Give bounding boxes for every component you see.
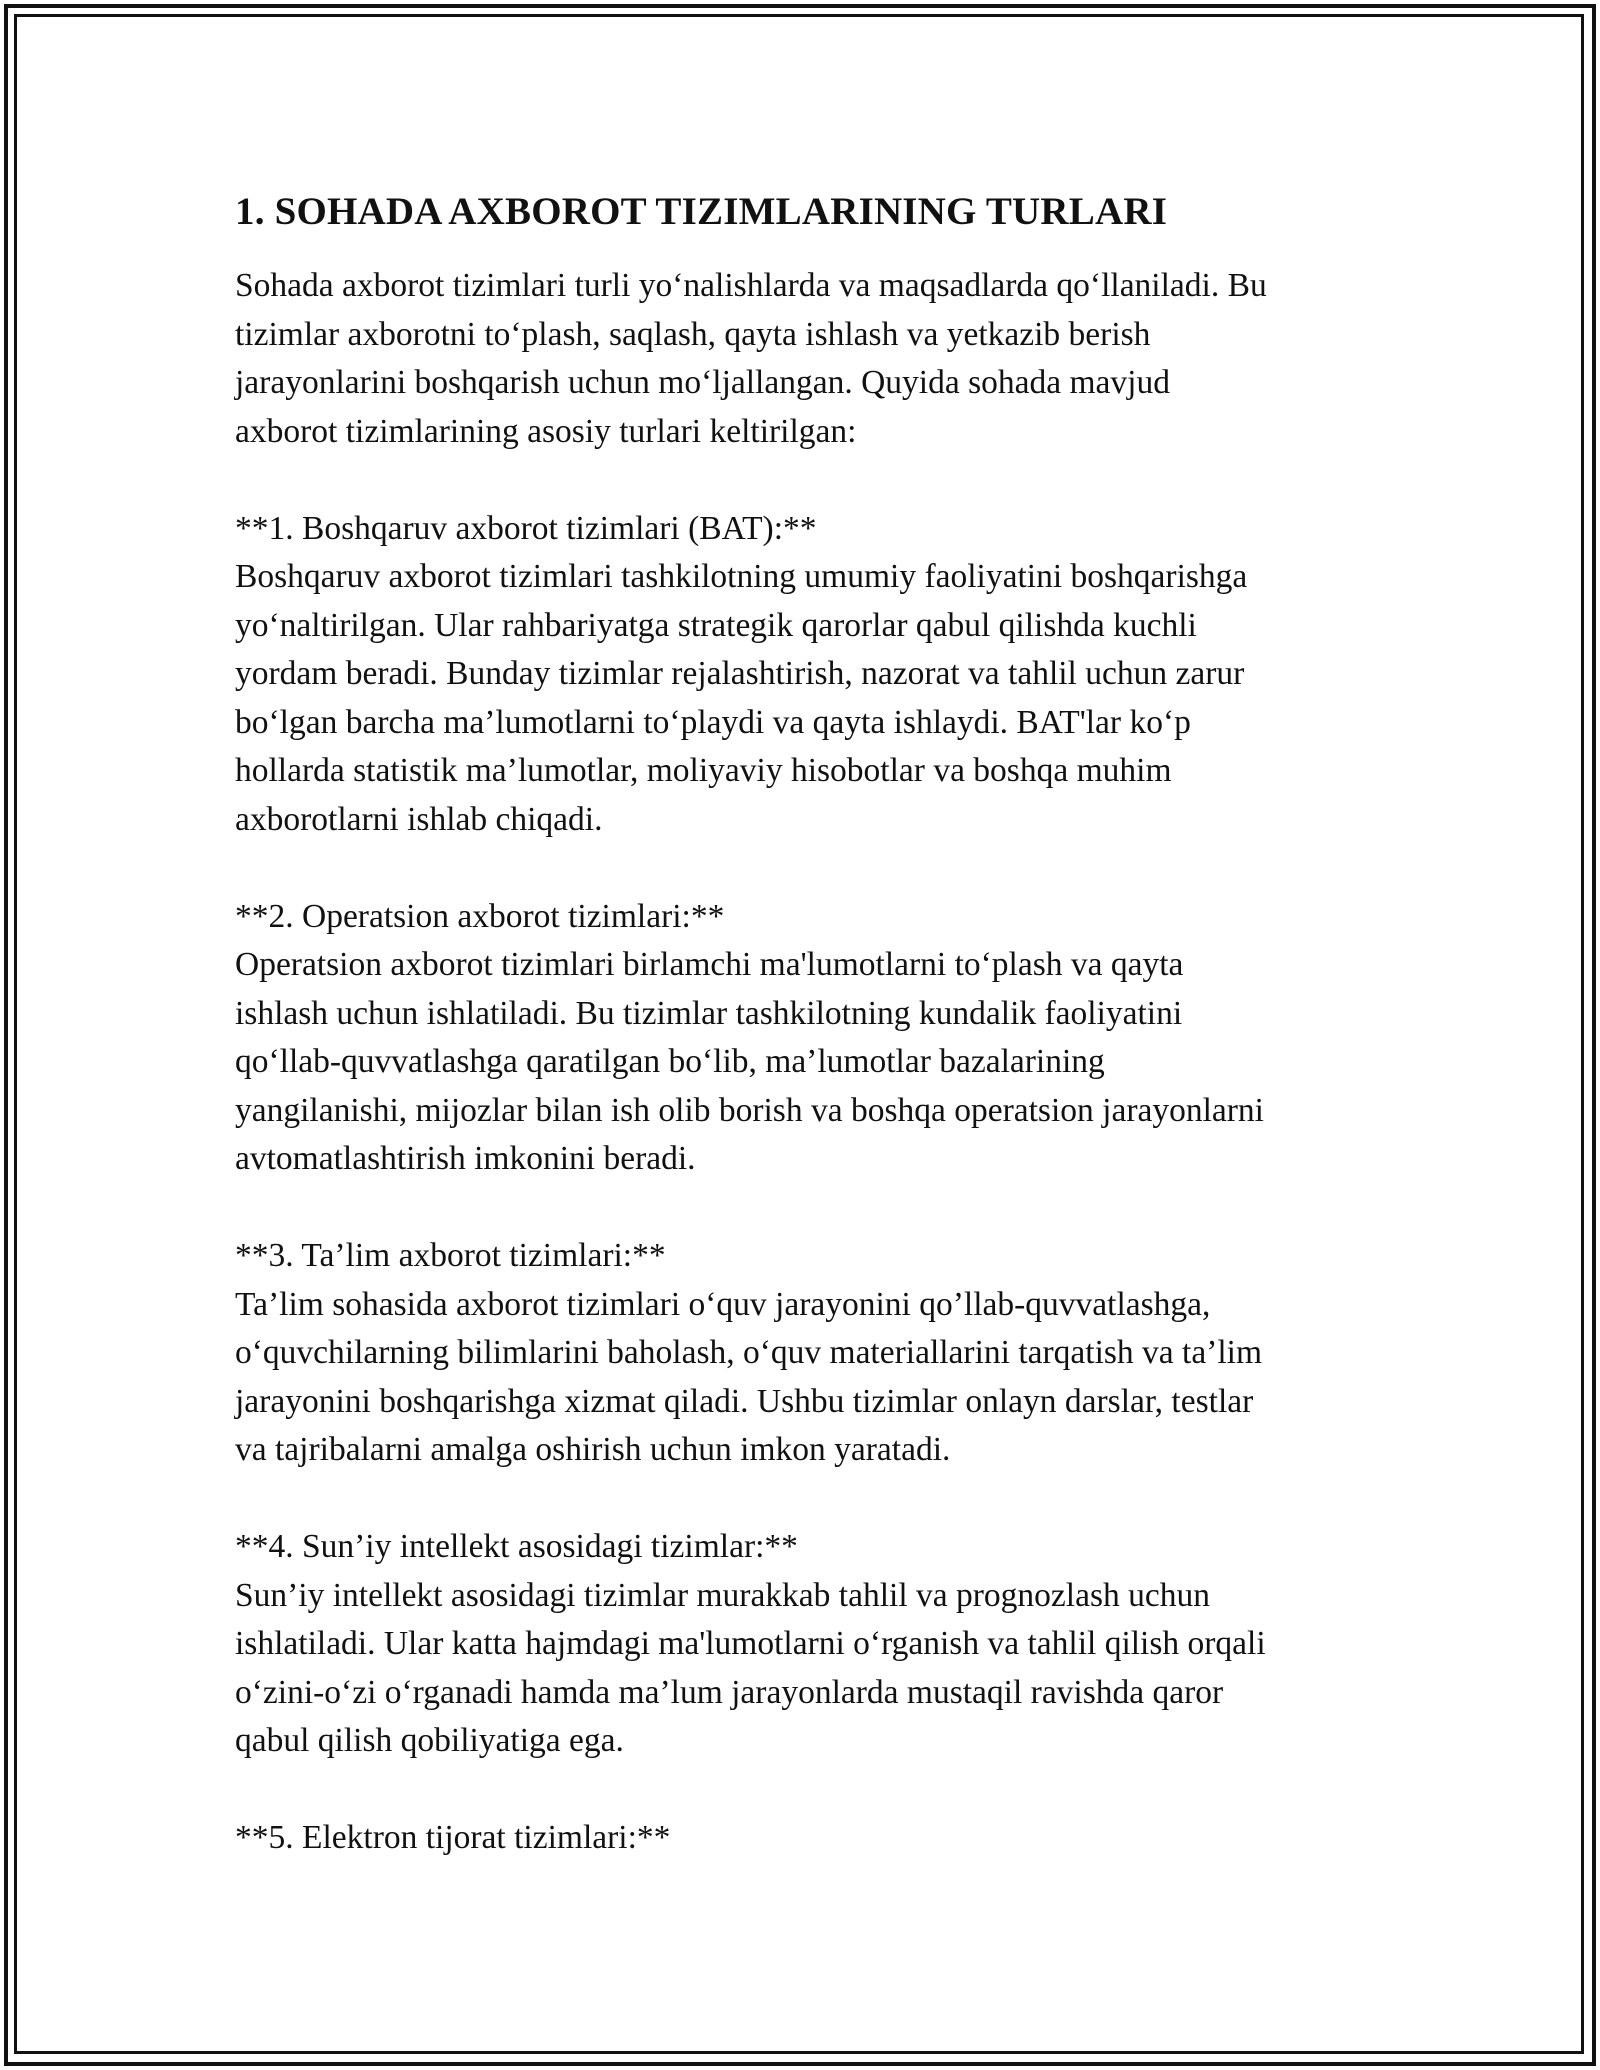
section-body-4: Sun’iy intellekt asosidagi tizimlar murakkab tahlil va prognozlash uchun ishlatiladi. Ular katta hajmdagi ma'lumotlarni o‘rganish va tahlil qilish orqali o‘zini-o‘zi o‘rganadi hamda ma’lum jarayonlarda mustaqil ravishda qaror qabul qilish qobiliyatiga ega. [235,1576,1266,1759]
section-body-1: Boshqaruv axborot tizimlari tashkilotning umumiy faoliyatini boshqarishga yo‘naltirilgan. Ular rahbariyatga strategik qarorlar qabul qilishda kuchli yordam beradi. Bunday tizimlar rejalashtirish, nazorat va tahlil uchun zarur bo‘lgan barcha ma’lumotlarni to‘playdi va qayta ishlaydi. BAT'lar ko‘p hollarda statistik ma’lumotlar, moliyaviy hisobotlar va boshqa muhim axborotlarni ishlab chiqadi. [235,558,1248,838]
document-body [235,188,1395,1863]
intro-paragraph: Sohada axborot tizimlari turli yo‘nalishlarda va maqsadlarda qo‘llaniladi. Bu tizimlar axborotni to‘plash, saqlash, qayta ishlash va yetkazib berish jarayonlarini boshqarish uchun mo‘ljallangan. Quyida sohada mavjud axborot tizimlarining asosiy turlari keltirilgan: [235,267,1267,450]
section-heading-2: **2. Operatsion axborot tizimlari:** [235,897,725,935]
paragraph-spacer [235,844,1395,893]
paragraph-spacer [235,1184,1395,1233]
section-body-3: Ta’lim sohasida axborot tizimlari o‘quv jarayonini qo’llab-quvvatlashga, o‘quvchilarning bilimlarini baholash, o‘quv materiallarini tarqatish va ta’lim jarayonini boshqarishga xizmat qiladi. Ushbu tizimlar onlayn darslar, testlar va tajribalarni amalga oshirish uchun imkon yaratadi. [235,1285,1263,1468]
section-heading-4: **4. Sun’iy intellekt asosidagi tizimlar:** [235,1528,798,1565]
section-heading-1: **1. Boshqaruv axborot tizimlari (BAT):** [235,509,817,547]
document-title: 1. SOHADA AXBOROT TIZIMLARINING TURLARI [235,190,1168,233]
section-heading-5: **5. Elektron tijorat tizimlari:** [235,1819,671,1856]
section-body-2: Operatsion axborot tizimlari birlamchi ma'lumotlarni to‘plash va qayta ishlash uchun ishlatiladi. Bu tizimlar tashkilotning kundalik faoliyatini qo‘llab-quvvatlashga qaratilgan bo‘lib, ma’lumotlar bazalarining yangilanishi, mijozlar bilan ish olib borish va boshqa operatsion jarayonlarni avtomatlashtirish imkonini beradi. [235,946,1264,1177]
section-heading-3: **3. Ta’lim axborot tizimlari:** [235,1237,666,1274]
paragraph-spacer [235,456,1395,505]
paragraph-spacer [235,1475,1395,1524]
paragraph-spacer [235,1766,1395,1815]
